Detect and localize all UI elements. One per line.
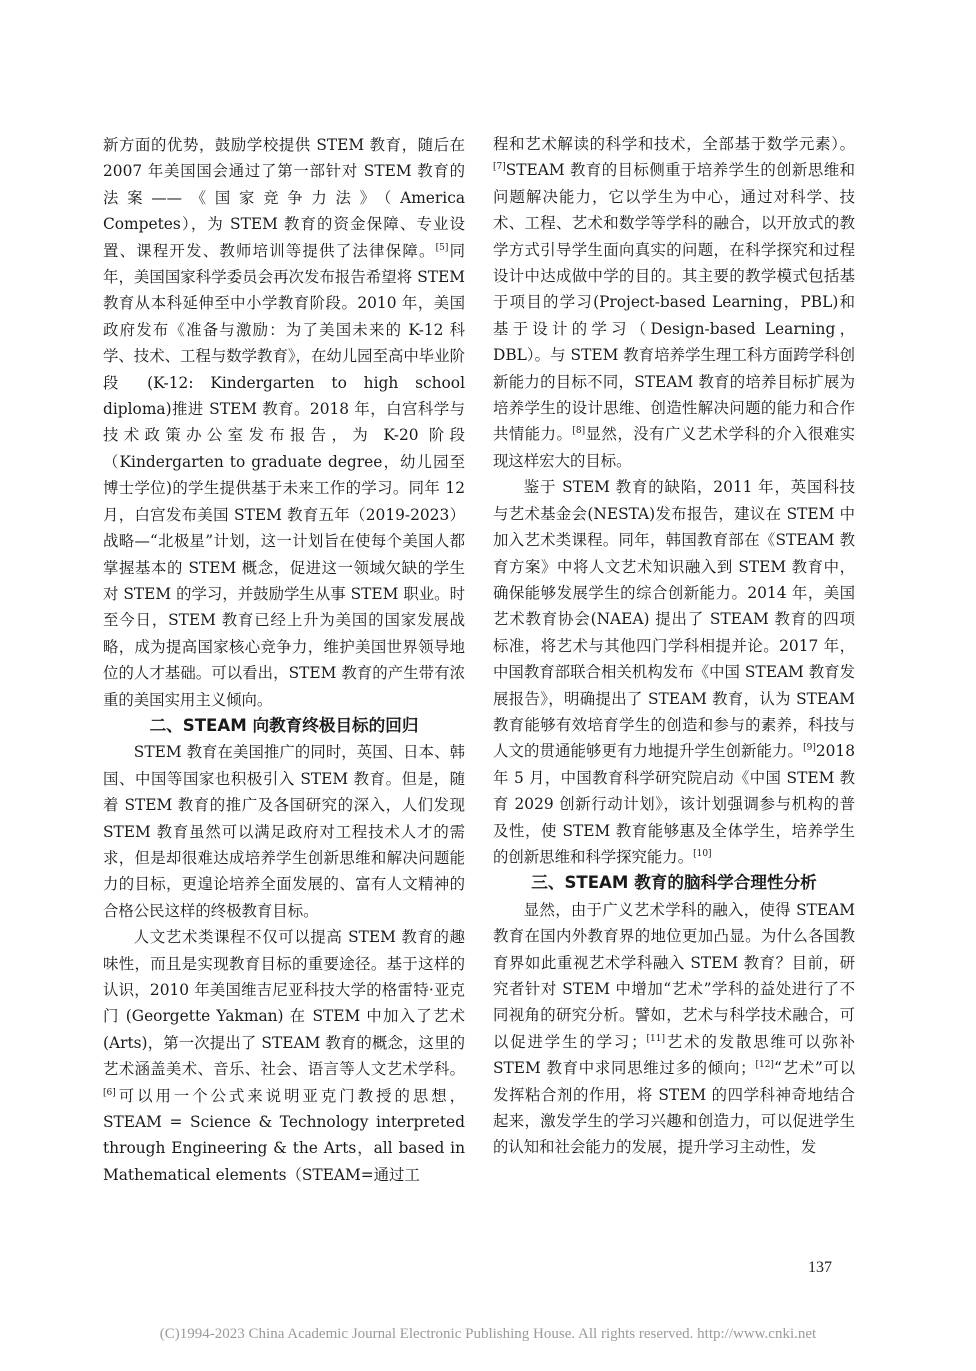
right-column (493, 131, 855, 1161)
citation: [5] (435, 242, 449, 253)
paragraph: 显然，由于广义艺术学科的融入，使得 STEAM 教育在国内外教育界的地位更加凸显。为什么各国教育界如此重视艺术学科融入 STEM 教育？目前，研究者针对 STEM 中增加“艺术”学科的益处进行了不同视角的研究分析。譬如，艺术与科学技术融合，可以促进学生的学习；[11]艺术的发散思维可以弥补 STEM 教育中求同思维过多的倾向；[12]“艺术”可以发挥粘合剂的作用，将 STEM 的四学科神奇地结合起来，激发学生的学习兴趣和创造力，可以促进学生的认知和社会能力的发展，提升学习主动性，发 (493, 900, 855, 1157)
paragraph: 程和艺术解读的科学和技术，全部基于数学元素）。[7]STEAM 教育的目标侧重于培养学生的创新思维和问题解决能力，它以学生为中心，通过对科学、技术、工程、艺术和数学等学科的融合，以开放式的教学方式引导学生面向真实的问题，在科学探究和过程设计中达成做中学的目的。其主要的教学模式包括基于项目的学习(Project-based Learning，PBL)和基于设计的学习（Design-based Learning，DBL）。与 STEM 教育培养学生理工科方面跨学科创新能力的目标不同，STEAM 教育的培养目标扩展为培养学生的设计思维、创造性解决问题的能力和合作共情能力。[8]显然，没有广义艺术学科的介入很难实现这样宏大的目标。 (493, 135, 855, 470)
citation: [11] (646, 1033, 666, 1044)
citation: [6] (103, 1087, 116, 1098)
paragraph: 人文艺术类课程不仅可以提高 STEM 教育的趣味性，而且是实现教育目标的重要途径。基于这样的认识，2010 年美国维吉尼亚科技大学的格雷特·亚克门 (Georgette Yakman) 在 STEM 中加入了艺术 (Arts)，第一次提出了 STEAM 教育的概念，这里的艺术涵盖美术、音乐、社会、语言等人文艺术学科。[6]可以用一个公式来说明亚克门教授的思想，STEAM = Science & Technology interpreted through Engineering & the Arts，all based in Mathematical elements（STEAM=通过工 (103, 928, 465, 1184)
citation: [8] (572, 426, 586, 437)
paragraph: STEM 教育在美国推广的同时，英国、日本、韩国、中国等国家也积极引入 STEM 教育。但是，随着 STEM 教育的推广及各国研究的深入，人们发现 STEM 教育虽然可以满足政府对工程技术人才的需求，但是却很难达成培养学生创新思维和解决问题能力的目标，更遑论培养全面发展的、富有人文精神的合格公民这样的终极教育目标。 (103, 743, 465, 920)
citation: [7] (493, 162, 506, 173)
copyright-footer: (C)1994-2023 China Academic Journal Electronic Publishing House. All rights reserved. http://www.cnki.net (159, 1326, 817, 1342)
page-number: 137 (808, 1259, 832, 1276)
citation: [9] (803, 743, 816, 754)
left-column (103, 132, 465, 1188)
citation: [12] (755, 1060, 774, 1071)
paragraph: 鉴于 STEM 教育的缺陷，2011 年，英国科技与艺术基金会(NESTA)发布报告，建议在 STEM 中加入艺术类课程。同年，韩国教育部在《STEAM 教育方案》中将人文艺术知识融入到 STEM 教育中，确保能够发展学生的综合创新能力。2014 年，美国艺术教育协会(NAEA) 提出了 STEAM 教育的四项标准，将艺术与其他四门学科相提并论。2017 年，中国教育部联合相关机构发布《中国 STEAM 教育发展报告》，明确提出了 STEAM 教育，认为 STEAM 教育能够有效培育学生的创造和参与的素养，科技与人文的贯通能够更有力地提升学生创新能力。[9]2018 年 5 月，中国教育科学研究院启动《中国 STEM 教育 2029 创新行动计划》，该计划强调参与机构的普及性，使 STEM 教育能够惠及全体学生，培养学生的创新思维和科学探究能力。[10] (493, 478, 855, 866)
section-heading: 三、STEAM 教育的脑科学合理性分析 (531, 873, 817, 893)
citation: [10] (693, 848, 712, 859)
paragraph: 新方面的优势，鼓励学校提供 STEM 教育，随后在 2007 年美国国会通过了第一部针对 STEM 教育的法案——《国家竞争力法》（America Competes），为 STEM 教育的资金保障、专业设置、课程开发、教师培训等提供了法律保障。[5]同年，美国国家科学委员会再次发布报告希望将 STEM 教育从本科延伸至中小学教育阶段。2010 年，美国政府发布《准备与激励：为了美国未来的 K-12 科学、技术、工程与数学教育》，在幼儿园至高中毕业阶段 (K-12: Kindergarten to high school diploma)推进 STEM 教育。2018 年，白宫科学与技术政策办公室发布报告，为 K-20 阶段（Kindergarten to graduate degree，幼儿园至博士学位)的学生提供基于未来工作的学习。同年 12 月，白宫发布美国 STEM 教育五年（2019-2023）战略—“北极星”计划，这一计划旨在使每个美国人都掌握基本的 STEM 概念，促进这一领域欠缺的学生对 STEM 的学习，并鼓励学生从事 STEM 职业。时至今日，STEM 教育已经上升为美国的国家发展战略，成为提高国家核心竞争力，维护美国世界领导地位的人才基础。可以看出，STEM 教育的产生带有浓重的美国实用主义倾向。 (103, 136, 465, 709)
section-heading: 二、STEAM 向教育终极目标的回归 (149, 715, 419, 735)
